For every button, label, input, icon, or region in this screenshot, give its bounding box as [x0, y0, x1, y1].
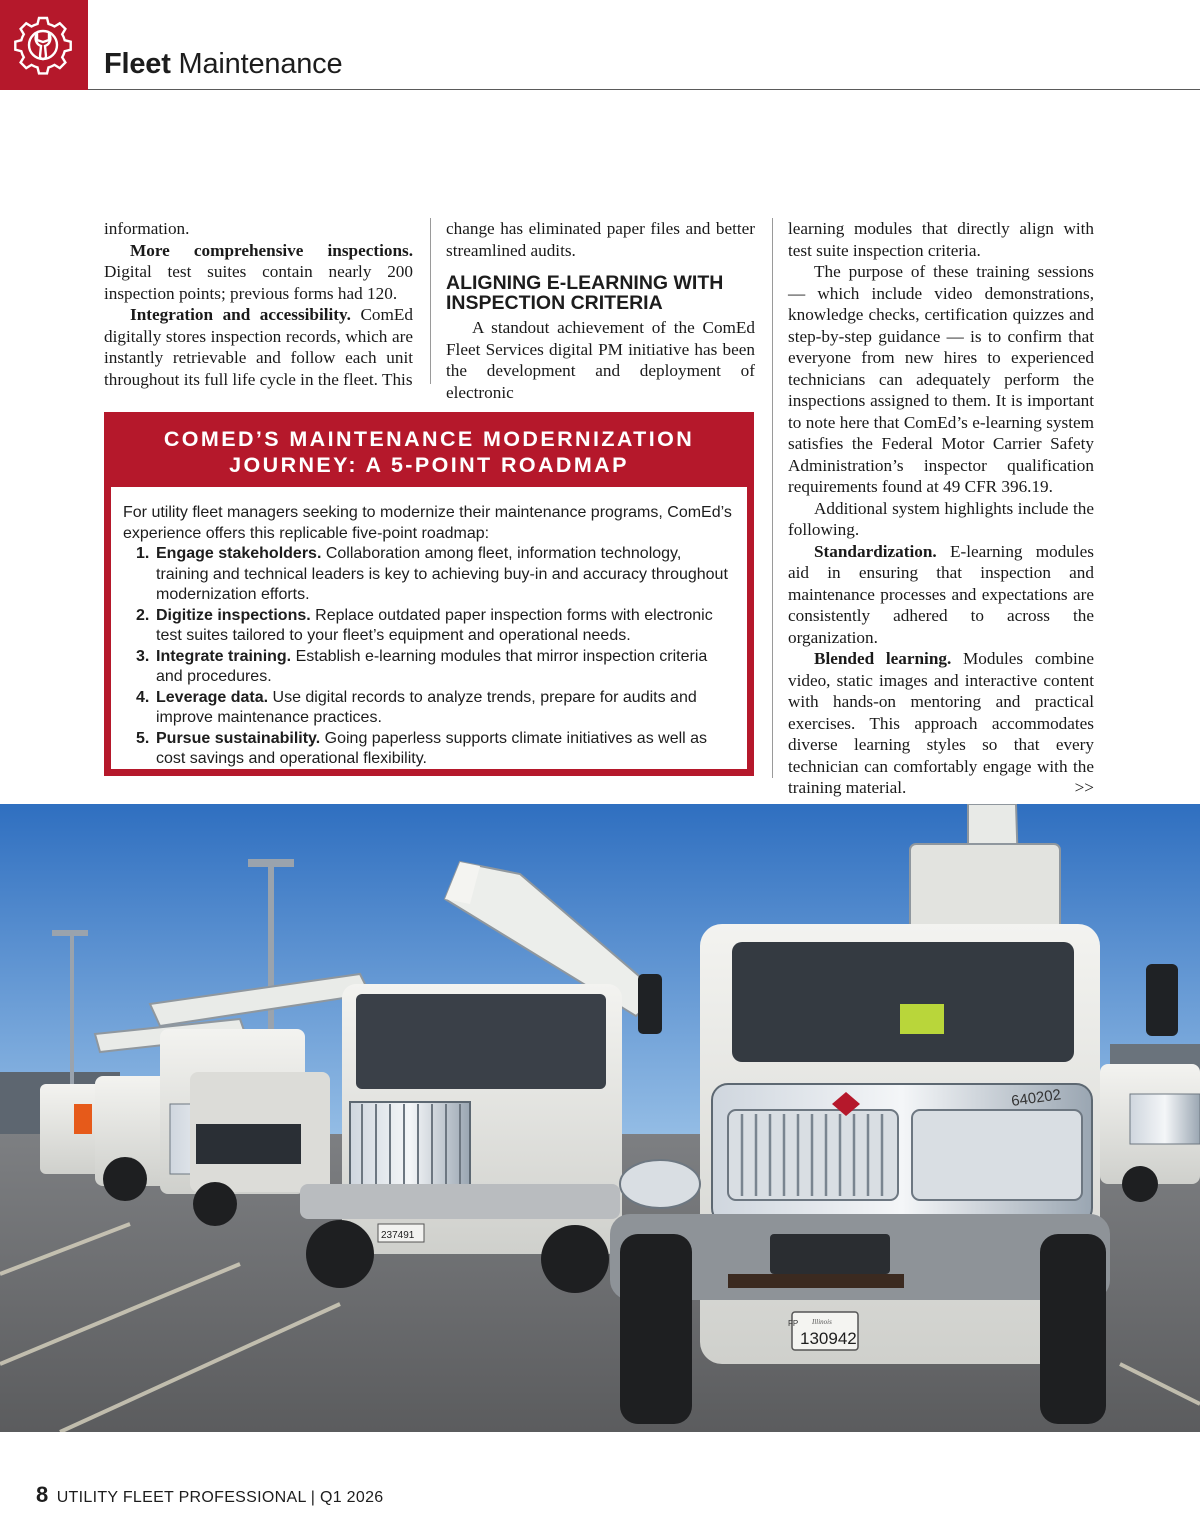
- front-license-plate: 130942: [800, 1329, 857, 1348]
- side-license-plate: 237491: [381, 1230, 415, 1241]
- article-column-1: [104, 218, 413, 390]
- truck-number: 640202: [1010, 1086, 1063, 1110]
- roadmap-item: 5. Pursue sustainability. Going paperless supports climate initiatives as well as cost savings and operational flexibility.: [136, 729, 708, 767]
- article-column-2: [446, 218, 755, 403]
- plate-prefix: FP: [788, 1319, 799, 1328]
- header-rule: [88, 89, 1200, 90]
- roadmap-item: 4. Leverage data. Use digital records to analyze trends, prepare for audits and improve maintenance practices.: [136, 688, 697, 726]
- paragraph: learning modules that directly align with test suite inspection criteria.: [788, 219, 1094, 260]
- paragraph: Blended learning. Modules combine video, static images and interactive content with hands-on mentoring and practical exercises. This approach accommodates diverse learning styles so that every technician can comfortably engage with the training material. >>: [788, 649, 1094, 797]
- paragraph: Additional system highlights include the following.: [788, 498, 1094, 539]
- gear-wrench-icon: [10, 12, 76, 78]
- page-number: 8: [36, 1482, 49, 1507]
- section-badge: [0, 0, 88, 90]
- sidebar-body: [111, 487, 747, 769]
- continue-marker: >>: [1074, 778, 1094, 797]
- paragraph: Integration and accessibility. ComEd digitally stores inspection records, which are instantly retrievable and follow each unit throughout its full life cycle in the fleet. This: [104, 305, 413, 389]
- column-divider: [430, 218, 431, 384]
- subheading: ALIGNING E-LEARNING WITH INSPECTION CRITERIA: [446, 272, 724, 314]
- paragraph: change has eliminated paper files and better streamlined audits.: [446, 219, 755, 260]
- paragraph: A standout achievement of the ComEd Fleet Services digital PM initiative has been the development and deployment of electronic: [446, 318, 755, 402]
- publication-name: UTILITY FLEET PROFESSIONAL | Q1 2026: [56, 1489, 384, 1506]
- sidebar-title: COMED’S MAINTENANCE MODERNIZATION JOURNEY: A 5-POINT ROADMAP: [163, 427, 695, 477]
- roadmap-item: 1. Engage stakeholders. Collaboration among fleet, information technology, training and technical leaders is key to achieving buy-in and accuracy throughout modernization efforts.: [136, 545, 728, 603]
- roadmap-sidebar: [104, 412, 754, 776]
- paragraph: Standardization. E-learning modules aid in ensuring that inspection and maintenance processes and expectations are consistently adhered to across the organization.: [788, 541, 1094, 647]
- page-footer: [36, 1482, 383, 1508]
- roadmap-item: 2. Digitize inspections. Replace outdated paper inspection forms with electronic test suites tailored to your fleet’s equipment and operational needs.: [136, 606, 713, 644]
- roadmap-list: [123, 544, 735, 770]
- roadmap-item: 3. Integrate training. Establish e-learning modules that mirror inspection criteria and procedures.: [136, 647, 708, 685]
- paragraph: More comprehensive inspections. Digital test suites contain nearly 200 inspection points; previous forms had 120.: [104, 240, 413, 303]
- column-divider: [772, 218, 773, 778]
- sidebar-intro: For utility fleet managers seeking to modernize their maintenance programs, ComEd’s experience offers this replicable five-point roadmap:: [123, 504, 732, 542]
- section-title: Fleet Maintenance: [104, 48, 343, 80]
- fleet-trucks-photo: [0, 804, 1200, 1432]
- article-column-3: [788, 218, 1094, 799]
- paragraph: The purpose of these training sessions — which include video demonstrations, knowledge checks, certification quizzes and step-by-step guidance — is to confirm that everyone from new hires to experienced technicians can adequately perform the inspections assigned to them. It is important to note here that ComEd’s e-learning system satisfies the Federal Motor Carrier Safety Administration’s inspector qualification requirements found at 49 CFR 396.19.: [788, 262, 1094, 496]
- plate-state: Illinois: [812, 1318, 832, 1326]
- paragraph: information.: [104, 219, 190, 238]
